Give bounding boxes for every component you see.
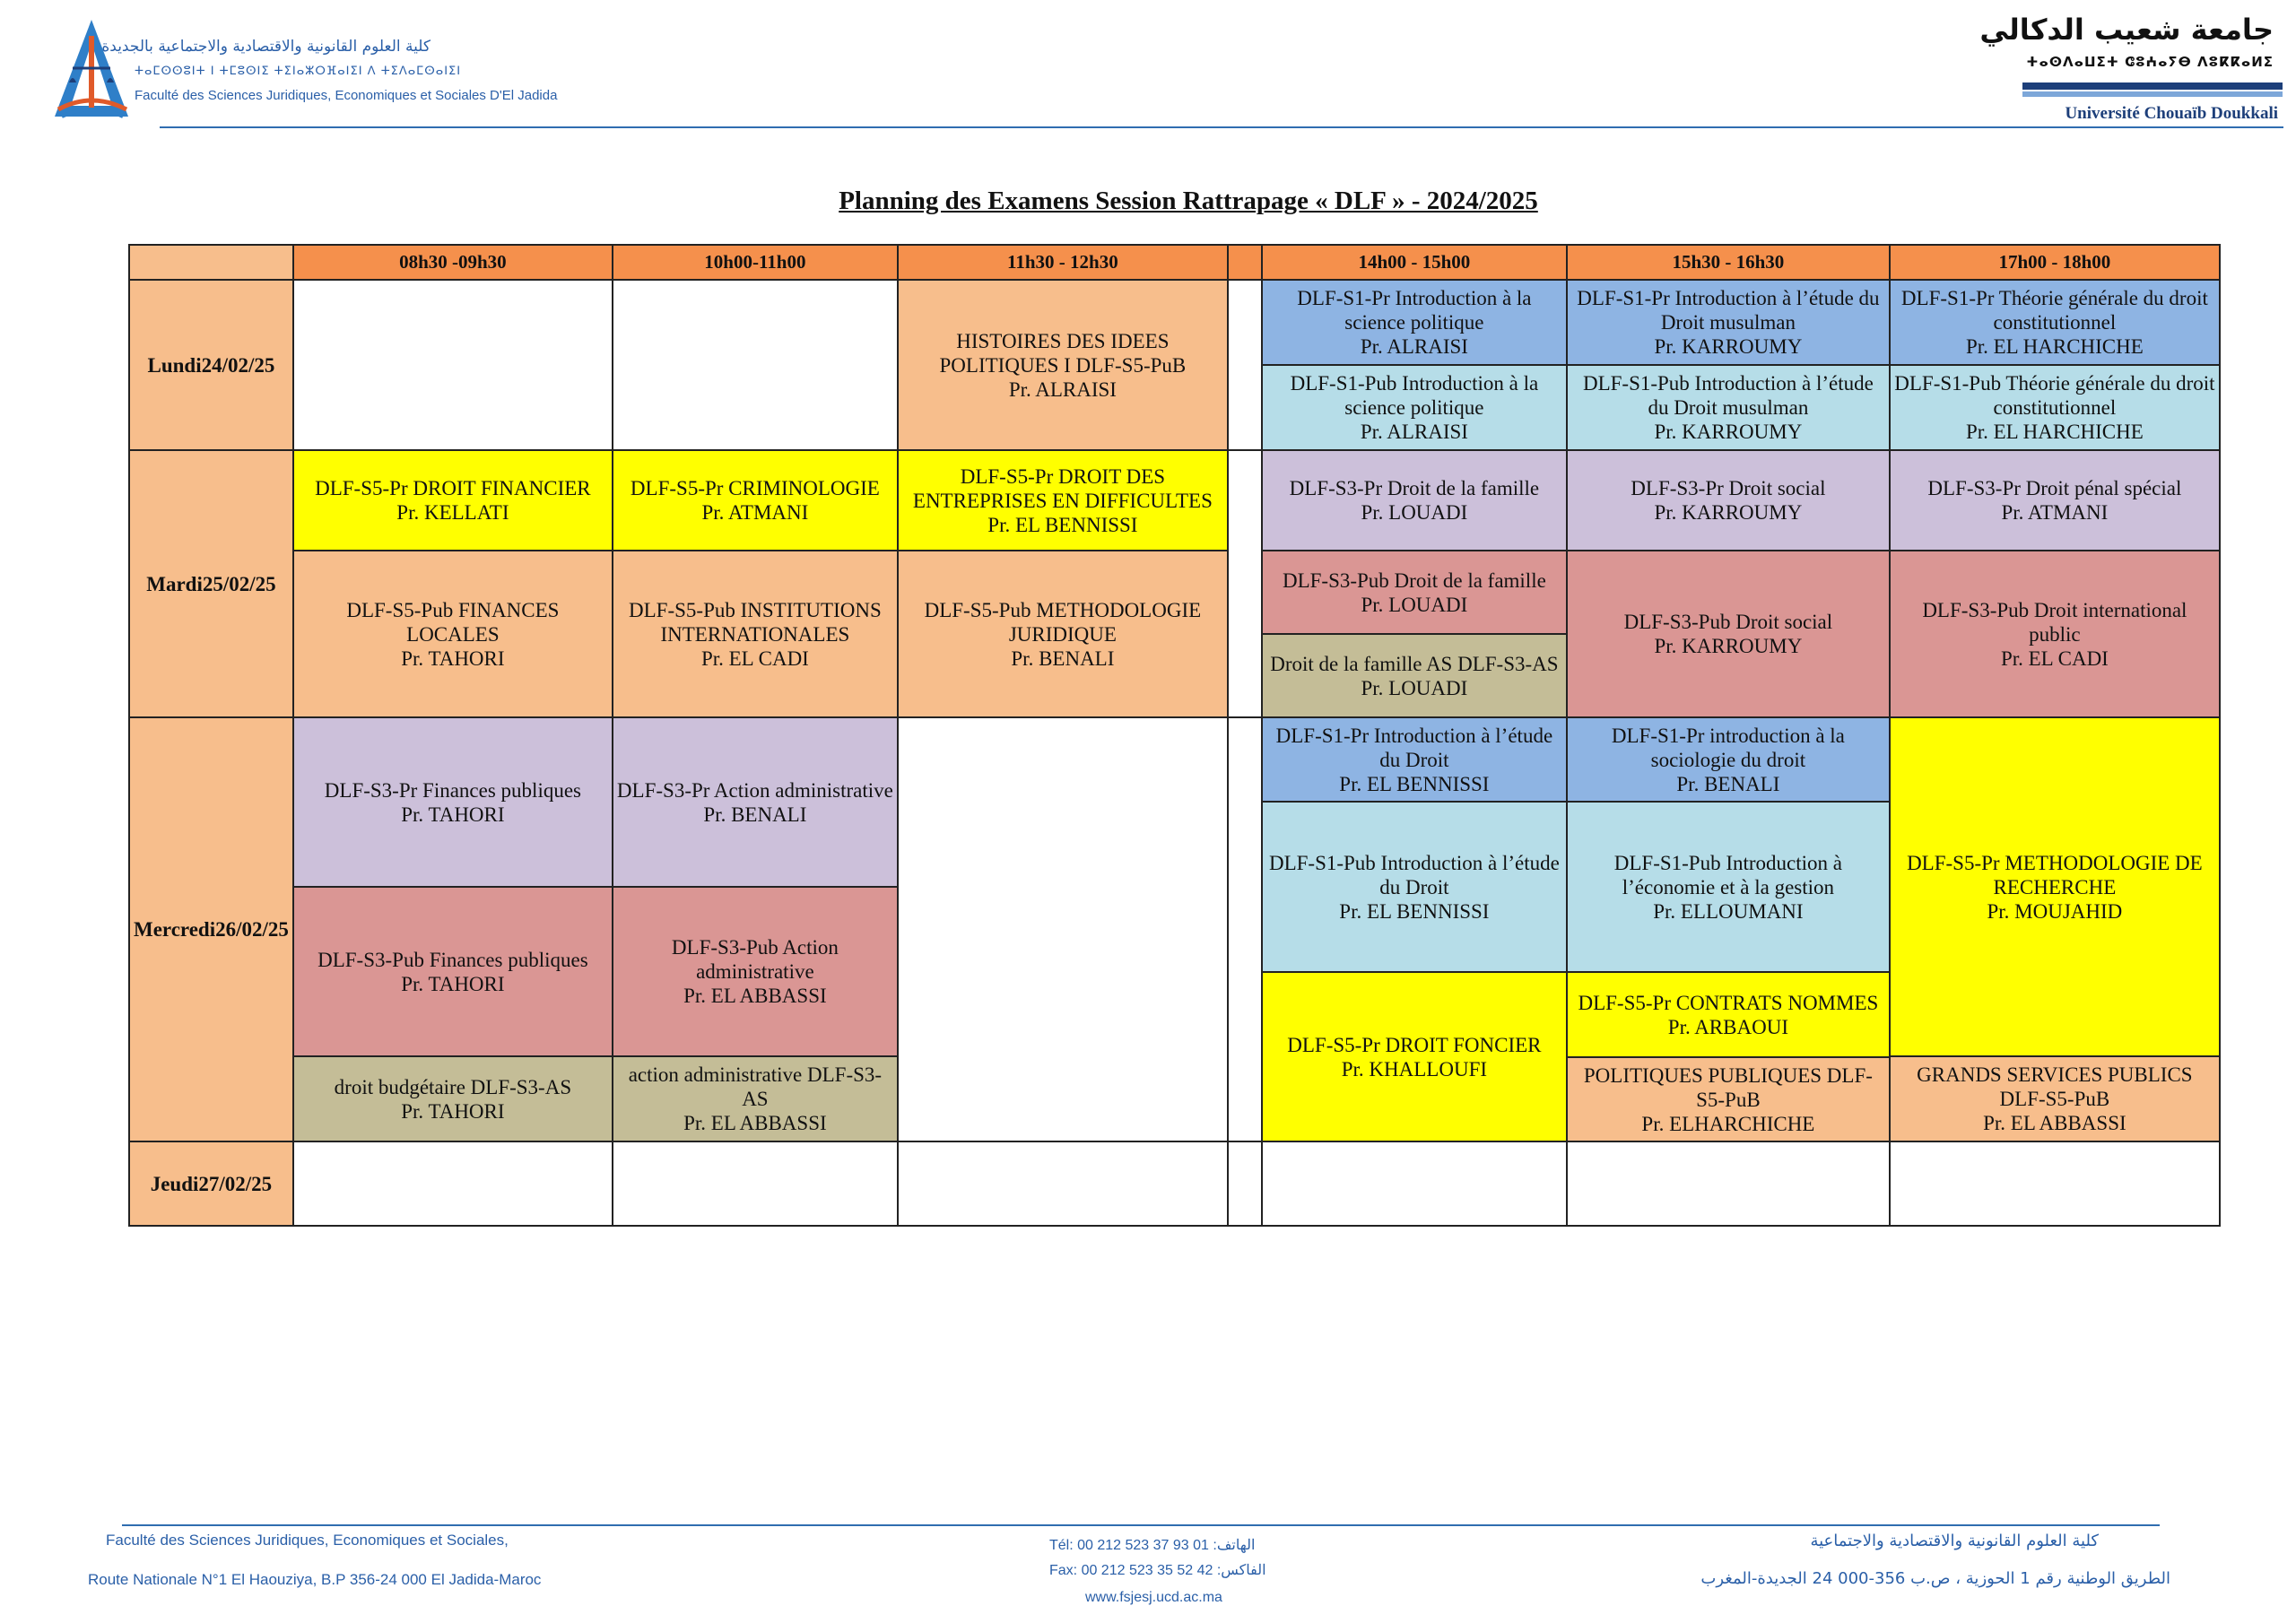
footer-address-arabic: الطريق الوطنية رقم 1 الحوزية ، ص.ب 356-000 24 الجديدة-المغرب xyxy=(1700,1569,2170,1588)
university-name-arabic: جامعة شعيب الدكالي xyxy=(1979,13,2274,47)
exam-cell: HISTOIRES DES IDEES POLITIQUES I DLF-S5-PuB Pr. ALRAISI xyxy=(898,280,1228,450)
schedule-row xyxy=(129,1141,2220,1226)
exam-cell: DLF-S5-Pr DROIT FONCIER Pr. KHALLOUFI xyxy=(1262,972,1567,1141)
exam-cell: DLF-S1-Pr Introduction à l’étude du Droit musulman Pr. KARROUMY xyxy=(1567,280,1890,365)
footer-faculty-french: Faculté des Sciences Juridiques, Economiques et Sociales, xyxy=(106,1532,509,1549)
header-corner xyxy=(129,245,293,280)
empty-slot xyxy=(1890,1141,2220,1226)
exam-cell: DLF-S3-Pub Action administrative Pr. EL ABBASSI xyxy=(613,887,898,1056)
exam-cell: POLITIQUES PUBLIQUES DLF-S5-PuB Pr. ELHARCHICHE xyxy=(1567,1057,1890,1141)
break-column xyxy=(1228,280,1262,450)
exam-cell: DLF-S5-Pr CONTRATS NOMMES Pr. ARBAOUI xyxy=(1567,972,1890,1057)
footer-divider xyxy=(122,1524,2160,1526)
footer-faculty-arabic: كلية العلوم القانونية والاقتصادية والاجتماعية xyxy=(1810,1532,2099,1550)
exam-cell: DLF-S5-Pub INSTITUTIONS INTERNATIONALES Pr. EL CADI xyxy=(613,551,898,717)
university-name-french: Université Chouaïb Doukkali xyxy=(2065,104,2278,123)
footer-website-link[interactable]: www.fsjesj.ucd.ac.ma xyxy=(1085,1590,1222,1605)
footer-phone: Tél: 00 212 523 37 93 01 :الهاتف xyxy=(1049,1538,1256,1553)
timeslot-header: 15h30 - 16h30 xyxy=(1567,245,1890,280)
exam-cell: DLF-S1-Pr Théorie générale du droit constitutionnel Pr. EL HARCHICHE xyxy=(1890,280,2220,365)
exam-cell: DLF-S5-Pr DROIT DES ENTREPRISES EN DIFFICULTES Pr. EL BENNISSI xyxy=(898,450,1228,551)
exam-cell: droit budgétaire DLF-S3-AS Pr. TAHORI xyxy=(293,1056,613,1141)
exam-cell: DLF-S5-Pub METHODOLOGIE JURIDIQUE Pr. BENALI xyxy=(898,551,1228,717)
empty-slot xyxy=(898,717,1228,1141)
exam-cell: DLF-S3-Pr Action administrative Pr. BENALI xyxy=(613,717,898,887)
timeslot-header: 10h00-11h00 xyxy=(613,245,898,280)
faculty-logo xyxy=(49,16,135,122)
schedule-row xyxy=(129,450,2220,551)
break-column xyxy=(1228,450,1262,717)
exam-cell: DLF-S3-Pr Droit de la famille Pr. LOUADI xyxy=(1262,450,1567,551)
day-label: Mardi25/02/25 xyxy=(129,450,293,717)
timeslot-header: 11h30 - 12h30 xyxy=(898,245,1228,280)
exam-cell: DLF-S5-Pr DROIT FINANCIER Pr. KELLATI xyxy=(293,450,613,551)
schedule-row xyxy=(129,551,2220,634)
footer-address-french: Route Nationale N°1 El Haouziya, B.P 356-24 000 El Jadida-Maroc xyxy=(88,1571,542,1588)
page-title: Planning des Examens Session Rattrapage « DLF » - 2024/2025 xyxy=(839,187,1538,215)
empty-slot xyxy=(1567,1141,1890,1226)
exam-cell: DLF-S3-Pr Finances publiques Pr. TAHORI xyxy=(293,717,613,887)
university-logo-bar xyxy=(2022,82,2283,99)
timeslot-header: 14h00 - 15h00 xyxy=(1262,245,1567,280)
empty-slot xyxy=(1262,1141,1567,1226)
exam-cell: DLF-S1-Pub Introduction à la science politique Pr. ALRAISI xyxy=(1262,365,1567,450)
exam-cell: DLF-S5-Pub FINANCES LOCALES Pr. TAHORI xyxy=(293,551,613,717)
break-column xyxy=(1228,1141,1262,1226)
break-column-header xyxy=(1228,245,1262,280)
exam-cell: DLF-S1-Pr Introduction à la science politique Pr. ALRAISI xyxy=(1262,280,1567,365)
footer-fax: Fax: 00 212 523 35 52 42 :الفاكس xyxy=(1049,1563,1266,1578)
university-name-tifinagh: ⵜⴰⵙⴷⴰⵡⵉⵜ ⵛⵓⵄⴰⵢⴱ ⴷⵓⴽⴽⴰⵍⵉ xyxy=(2026,54,2274,70)
exam-cell: DLF-S3-Pr Droit pénal spécial Pr. ATMANI xyxy=(1890,450,2220,551)
exam-cell: DLF-S1-Pub Théorie générale du droit constitutionnel Pr. EL HARCHICHE xyxy=(1890,365,2220,450)
empty-slot xyxy=(613,1141,898,1226)
header-divider xyxy=(160,126,2283,128)
break-column xyxy=(1228,717,1262,1141)
exam-cell: DLF-S3-Pr Droit social Pr. KARROUMY xyxy=(1567,450,1890,551)
exam-cell: DLF-S5-Pr CRIMINOLOGIE Pr. ATMANI xyxy=(613,450,898,551)
exam-cell: DLF-S3-Pub Droit de la famille Pr. LOUADI xyxy=(1262,551,1567,634)
exam-cell: DLF-S3-Pub Droit international public Pr. EL CADI xyxy=(1890,551,2220,717)
exam-schedule-table xyxy=(128,244,2221,1227)
faculty-name-french: Faculté des Sciences Juridiques, Economiques et Sociales D'El Jadida xyxy=(135,88,558,103)
timeslot-header-row xyxy=(129,245,2220,280)
exam-cell: DLF-S5-Pr METHODOLOGIE DE RECHERCHE Pr. MOUJAHID xyxy=(1890,717,2220,1056)
empty-slot xyxy=(898,1141,1228,1226)
timeslot-header: 17h00 - 18h00 xyxy=(1890,245,2220,280)
exam-cell: DLF-S1-Pr introduction à la sociologie du droit Pr. BENALI xyxy=(1567,717,1890,802)
timeslot-header: 08h30 -09h30 xyxy=(293,245,613,280)
faculty-name-tifinagh: ⵜⴰⵎⵙⵙⵓⵏⵜ ⵏ ⵜⵎⵓⵙⵏⵉ ⵜⵉⵏⴰⵣⵔⴼⴰⵏⵉⵏ ⴷ ⵜⵉⴷⴰⵎⵙⴰⵏⵉⵏ xyxy=(135,65,462,78)
faculty-name-arabic: كلية العلوم القانونية والاقتصادية والاجتماعية بالجديدة xyxy=(101,38,430,56)
exam-cell: DLF-S1-Pr Introduction à l’étude du Droit Pr. EL BENNISSI xyxy=(1262,717,1567,802)
exam-cell: DLF-S1-Pub Introduction à l’étude du Droit musulman Pr. KARROUMY xyxy=(1567,365,1890,450)
exam-cell: DLF-S3-Pub Finances publiques Pr. TAHORI xyxy=(293,887,613,1056)
day-label: Mercredi26/02/25 xyxy=(129,717,293,1141)
empty-slot xyxy=(293,280,613,450)
empty-slot xyxy=(613,280,898,450)
exam-cell: action administrative DLF-S3-AS Pr. EL ABBASSI xyxy=(613,1056,898,1141)
day-label: Jeudi27/02/25 xyxy=(129,1141,293,1226)
empty-slot xyxy=(293,1141,613,1226)
schedule-row xyxy=(129,280,2220,365)
day-label: Lundi24/02/25 xyxy=(129,280,293,450)
exam-cell: DLF-S1-Pub Introduction à l’étude du Droit Pr. EL BENNISSI xyxy=(1262,802,1567,972)
exam-cell: GRANDS SERVICES PUBLICS DLF-S5-PuB Pr. EL ABBASSI xyxy=(1890,1056,2220,1141)
exam-cell: Droit de la famille AS DLF-S3-AS Pr. LOUADI xyxy=(1262,634,1567,717)
exam-cell: DLF-S3-Pub Droit social Pr. KARROUMY xyxy=(1567,551,1890,717)
schedule-row xyxy=(129,717,2220,802)
exam-cell: DLF-S1-Pub Introduction à l’économie et à la gestion Pr. ELLOUMANI xyxy=(1567,802,1890,972)
